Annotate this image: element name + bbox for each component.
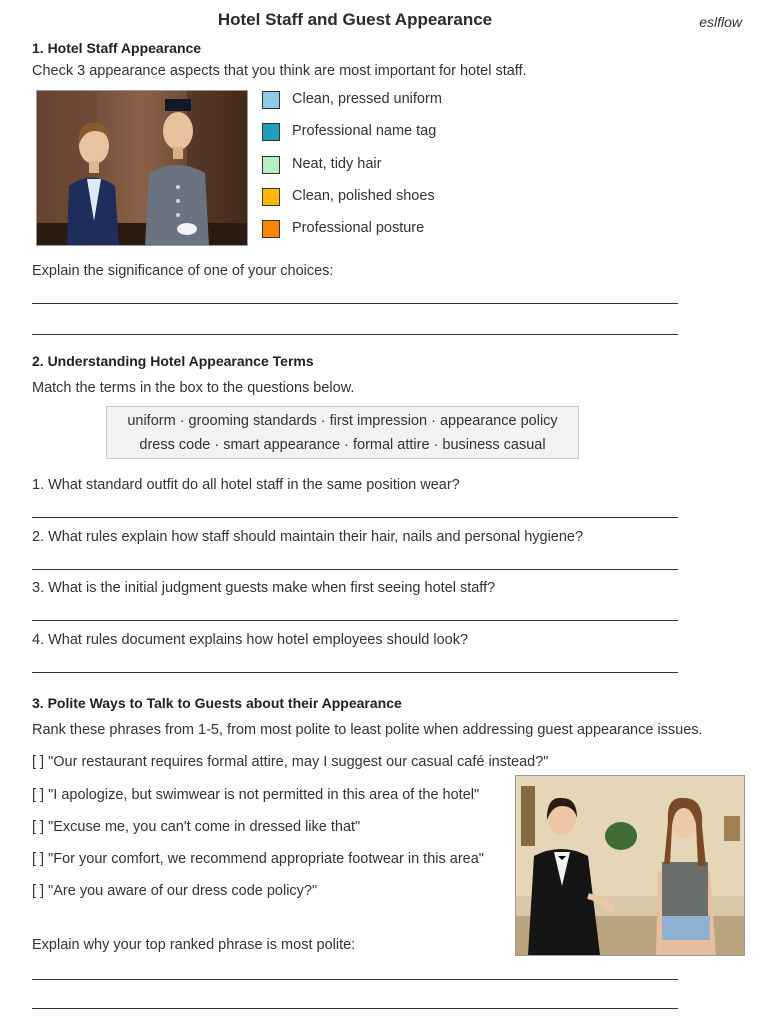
brand-logo: eslflow [699,14,742,30]
option-label-name-tag: Professional name tag [292,123,437,139]
answer-line[interactable] [32,1008,678,1009]
checkbox-shoes[interactable] [262,188,280,206]
answer-line[interactable] [32,517,678,518]
option-label-shoes: Clean, polished shoes [292,188,435,204]
section1-instruction: Check 3 appearance aspects that you think are most important for hotel staff. [32,63,527,79]
checkbox-hair[interactable] [262,156,280,174]
terms-line: dress code · smart appearance · formal attire · business casual [139,437,546,453]
section1-explain-prompt: Explain the significance of one of your choices: [32,263,334,279]
question-2: 2. What rules explain how staff should maintain their hair, nails and personal hygiene? [32,529,584,545]
terms-box [106,406,579,459]
section1-heading: 1. Hotel Staff Appearance [32,40,202,56]
question-3: 3. What is the initial judgment guests make when first seeing hotel staff? [32,580,496,596]
phrase-item[interactable]: [ ] "Our restaurant requires formal attire, may I suggest our casual café instead?" [32,754,549,770]
section3-instruction: Rank these phrases from 1-5, from most polite to least polite when addressing guest appearance issues. [32,722,703,738]
terms-line: uniform · grooming standards · first impression · appearance policy [127,413,558,429]
staff-guest-photo [515,775,745,956]
phrase-item[interactable]: [ ] "Are you aware of our dress code policy?" [32,883,318,899]
question-4: 4. What rules document explains how hotel employees should look? [32,632,469,648]
answer-line[interactable] [32,334,678,335]
answer-line[interactable] [32,672,678,673]
answer-line[interactable] [32,569,678,570]
hotel-staff-photo [36,90,248,246]
question-1: 1. What standard outfit do all hotel staff in the same position wear? [32,477,460,493]
option-label-posture: Professional posture [292,220,425,236]
option-label-hair: Neat, tidy hair [292,156,382,172]
staff-guest-illustration [516,776,744,955]
checkbox-posture[interactable] [262,220,280,238]
answer-line[interactable] [32,303,678,304]
checkbox-uniform[interactable] [262,91,280,109]
checkbox-name-tag[interactable] [262,123,280,141]
section2-instruction: Match the terms in the box to the questions below. [32,380,355,396]
section3-explain-prompt: Explain why your top ranked phrase is most polite: [32,937,356,953]
phrase-item[interactable]: [ ] "I apologize, but swimwear is not permitted in this area of the hotel" [32,787,480,803]
section3-heading: 3. Polite Ways to Talk to Guests about their Appearance [32,695,402,711]
phrase-item[interactable]: [ ] "For your comfort, we recommend appropriate footwear in this area" [32,851,484,867]
answer-line[interactable] [32,979,678,980]
option-label-uniform: Clean, pressed uniform [292,91,442,107]
hotel-staff-illustration [37,91,247,245]
answer-line[interactable] [32,620,678,621]
phrase-item[interactable]: [ ] "Excuse me, you can't come in dressed like that" [32,819,361,835]
section2-heading: 2. Understanding Hotel Appearance Terms [32,353,314,369]
page-title: Hotel Staff and Guest Appearance [217,10,493,29]
